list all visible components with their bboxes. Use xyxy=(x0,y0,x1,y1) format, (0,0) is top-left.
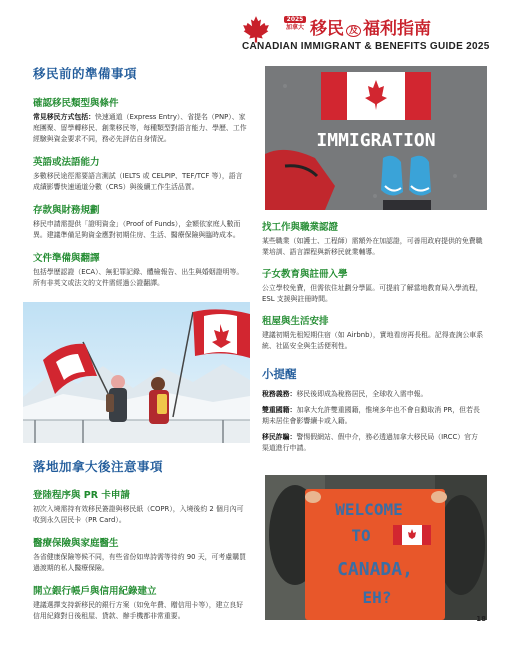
after-landing-section xyxy=(33,457,248,622)
page-number: 18 xyxy=(476,615,486,623)
paragraph: 移民申請需提供「證明資金」（Proof of Funds），金額依家庭人數而異。建議準備足夠資金應對初期住房、生活、醫療保險與臨時成本。 xyxy=(33,220,241,239)
before-immigration-section xyxy=(33,64,248,289)
subheading: 文件準備與翻譯 xyxy=(33,253,100,264)
sign-line: EH? xyxy=(362,588,392,607)
maple-leaf-icon xyxy=(242,15,270,43)
subheading: 登陸程序與 PR 卡申請 xyxy=(33,490,130,501)
paragraph: 各省健康保險等候不同，有些省份如卑詩需等待約 90 天，可考慮購買過渡期的私人醫療保險。 xyxy=(33,553,246,572)
subheading: 醫療保險與家庭醫生 xyxy=(33,538,119,549)
sign-line: WELCOME xyxy=(335,500,403,519)
subheading: 英語或法語能力 xyxy=(33,157,100,168)
photo-welcome-sign xyxy=(265,475,487,620)
right-column xyxy=(262,219,484,459)
photo-mountain-flags xyxy=(23,302,250,443)
paragraph: 包括學歷認證（ECA）、無犯罪記錄、體檢報告、出生與婚姻證明等。所有非英文或法文的文件需經過公證翻譯。 xyxy=(33,268,244,287)
paragraph: 常見移民方式包括：快速通道（Express Entry）、省提名（PNP）、家庭團聚、留學轉移民、創業移民等，每種類型對語言能力、學歷、工作經驗與資金要求不同，務必先評估自身情況。 xyxy=(33,113,247,143)
subheading: 租屋與生活安排 xyxy=(262,316,329,327)
subheading: 開立銀行帳戶與信用紀錄建立 xyxy=(33,586,157,597)
paragraph: 初次入境需持有效移民簽證與移民紙（COPR），入境後約 2 個月內可收到永久居民卡（PR Card）。 xyxy=(33,505,244,524)
subheading: 找工作與職業認證 xyxy=(262,222,339,233)
header-title-en: CANADIAN IMMIGRANT & BENEFITS GUIDE 2025 xyxy=(242,41,490,52)
sign-line: TO xyxy=(351,526,371,545)
paragraph: 建議初期先租短期住宿（如 Airbnb），實地看房再長租。記得查詢公車系統、社區安全與生活便利性。 xyxy=(262,331,484,350)
paragraph: 建議選擇支持新移民的銀行方案（如免年費、贈信用卡等），建立良好信用紀錄對日後租屋、貸款、辦手機都非常重要。 xyxy=(33,601,244,620)
sign-line: CANADA, xyxy=(337,559,413,580)
photo-immigration-pavement xyxy=(265,66,487,210)
paragraph: 某些職業（如護士、工程師）需額外在加認證，可善用政府提供的免費職業培訓、語言課程與新移民就業輔導。 xyxy=(262,237,483,256)
header-title-cn: 移民 及 福利指南 xyxy=(310,19,432,39)
guide-header xyxy=(240,14,490,54)
tip-item: 移民詐騙：警惕假網站、假中介，務必透過加拿大移民局（IRCC）官方渠道進行申請。 xyxy=(262,433,478,452)
header-badge: 2025 加拿大 xyxy=(285,16,304,31)
section-title: 落地加拿大後注意事項 xyxy=(33,459,164,474)
subheading: 子女教育與註冊入學 xyxy=(262,269,348,280)
paragraph: 多數移民途徑需要語言測試（IELTS 或 CELPIP、TEF/TCF 等），語言成績影響快速通道分數（CRS）與後續工作生活品質。 xyxy=(33,172,243,191)
tip-item: 雙重國籍：加拿大允許雙重國籍，惟境多年也不會自動取消 PR，但若長期未居住會影響續卡或入籍。 xyxy=(262,406,480,425)
subheading: 存款與財務規劃 xyxy=(33,205,100,216)
immigration-word: IMMIGRATION xyxy=(316,130,436,151)
tips-title: 小提醒 xyxy=(262,367,297,381)
section-title: 移民前的準備事項 xyxy=(33,66,138,81)
subheading: 確認移民類型與條件 xyxy=(33,98,119,109)
tip-item: 稅務義務：移民後即成為稅務居民，全球收入需申報。 xyxy=(262,390,428,398)
paragraph: 公立學校免費，但需依住址劃分學區。可提前了解當地教育局入學流程，ESL 支援與註冊時間。 xyxy=(262,284,483,303)
